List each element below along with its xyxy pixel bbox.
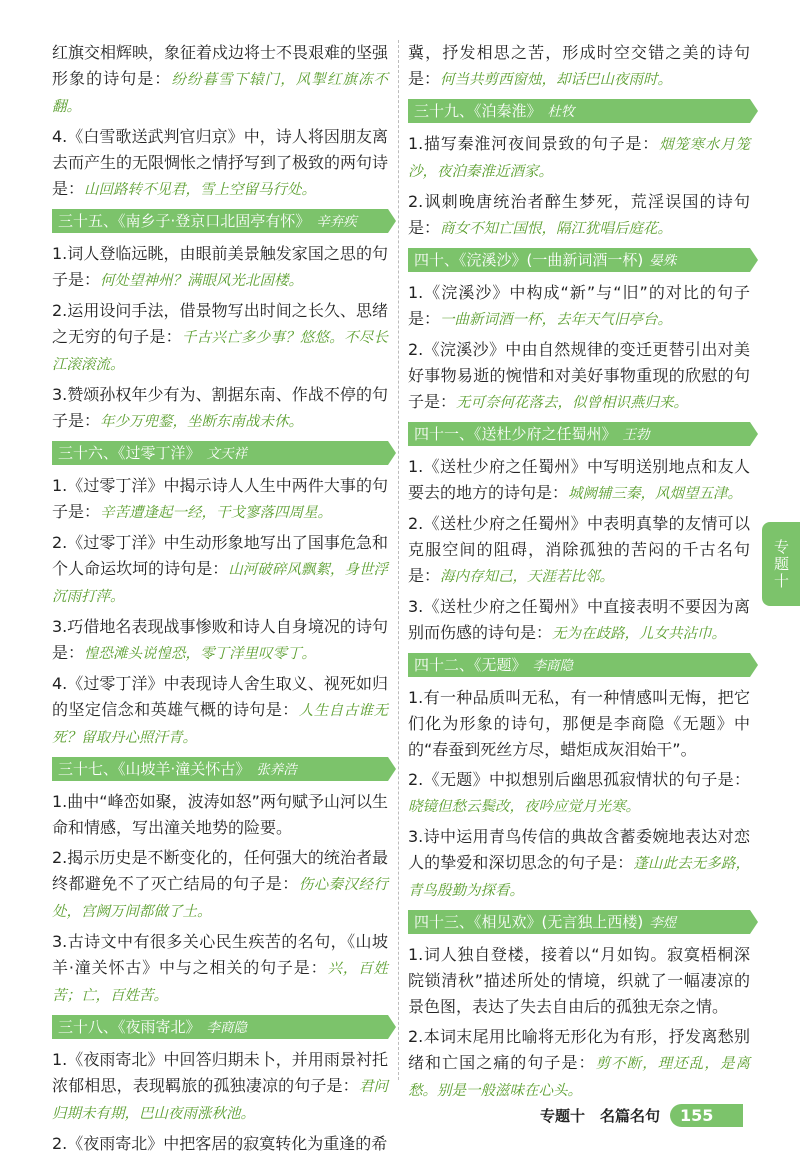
section-author: 李商隐 [206,1020,248,1036]
question-text: 2.《过零丁洋》中生动形象地写出了国事危急和个人命运坎坷的诗句是： [52,533,388,578]
question-text: 1.《夜雨寄北》中回答归期未卜，并用雨景衬托浓郁相思，表现羁旅的孤独凄凉的句子是： [52,1050,388,1095]
section-author: 杜牧 [547,104,575,120]
answer-text: 蓬山此去无多路，青鸟殷勤为探看。 [408,856,750,899]
section-author: 王勃 [622,427,650,443]
section-heading [408,248,750,272]
question-text: 3.古诗文中有很多关心民生疾苦的名句，《山坡羊·潼关怀古》中与之相关的句子是： [52,932,388,977]
question-item [408,767,750,820]
section-heading [52,441,388,465]
column-divider [398,40,399,1080]
question-text: 红旗交相辉映，象征着戍边将士不畏艰难的坚强形象的诗句是： [52,43,389,88]
question-item [52,929,388,1009]
question-item [52,789,388,841]
question-text: 2.运用设问手法，借景物写出时间之长久、思绪之无穷的句子是： [52,301,388,346]
question-text: 2.《夜雨寄北》中把客居的寂寞转化为重逢的希 [52,1134,388,1153]
question-text: 1.词人独自登楼，接着以“月如钩。寂寞梧桐深院锁清秋”描述所处的情境，织就了一幅凄凉的景色图，表达了失去自由后的孤独无奈之情。 [408,945,750,1016]
page-number: 155 [670,1104,743,1127]
answer-text: 人生自古谁无死？留取丹心照汗青。 [52,703,388,746]
answer-text: 商女不知亡国恨，隔江犹唱后庭花。 [440,221,673,237]
question-item [52,1047,388,1127]
question-text: 2.本词末尾用比喻将无形化为有形，抒发离愁别绪和亡国之痛的句子是： [408,1027,750,1072]
question-text: 1.《浣溪沙》中构成“新”与“旧”的对比的句子是： [408,283,750,328]
question-item [408,454,750,507]
question-item [52,473,388,526]
question-item [52,241,388,294]
question-item [52,530,388,610]
question-item [408,337,750,416]
section-heading [408,99,750,123]
section-heading [408,422,750,446]
question-text: 4.《过零丁洋》中表现诗人舍生取义、视死如归的坚定信念和英雄气概的诗句是： [52,674,388,719]
section-heading [408,653,750,677]
answer-text: 君问归期未有期，巴山夜雨涨秋池。 [52,1079,388,1122]
question-item [408,942,750,1020]
question-item [408,594,750,647]
answer-text: 一曲新词酒一杯，去年天气旧亭台。 [440,312,673,328]
question-item [52,614,388,667]
answer-text: 海内存知己，天涯若比邻。 [440,569,615,585]
answer-text: 纷纷暮雪下辕门，风掣红旗冻不翻。 [52,72,388,115]
answer-text: 无可奈何花落去，似曾相识燕归来。 [456,395,689,411]
answer-text: 年少万兜鍪，坐断东南战未休。 [100,414,304,430]
section-title: 四十三、《相见欢》(无言独上西楼) [414,913,644,931]
section-author: 辛弃疾 [316,214,357,230]
section-title: 三十六、《过零丁洋》 [58,444,201,462]
question-text: 3.诗中运用青鸟传信的典故含蓄委婉地表达对恋人的挚爱和深切思念的句子是： [408,827,750,872]
answer-text: 城阙辅三秦，风烟望五津。 [568,486,743,502]
question-item [408,131,750,185]
question-item [52,1131,388,1157]
footer-label: 专题十 名篇名句 [540,1106,661,1125]
question-item [52,382,388,435]
question-text: 2.《送杜少府之任蜀州》中表明真挚的友情可以克服空间的阻碍，消除孤独的苦闷的千古名句是： [408,514,750,585]
section-author: 晏殊 [649,253,677,269]
question-text: 3.《送杜少府之任蜀州》中直接表明不要因为离别而伤感的诗句是： [408,597,750,642]
section-title: 三十七、《山坡羊·潼关怀古》 [58,760,251,778]
answer-text: 伤心秦汉经行处，宫阙万间都做了土。 [52,877,388,920]
question-text: 3.赞颂孙权年少有为、割据东南、作战不停的句子是： [52,385,388,430]
answer-text: 山回路转不见君，雪上空留马行处。 [84,182,317,198]
left-column [52,40,388,1161]
answer-text: 烟笼寒水月笼沙，夜泊秦淮近酒家。 [408,137,750,180]
section-author: 张养浩 [256,762,297,778]
question-text: 3.巧借地名表现战事惨败和诗人自身境况的诗句是： [52,617,388,662]
section-author: 文天祥 [206,446,248,462]
section-heading [52,209,388,233]
section-author: 李商隐 [532,658,574,674]
question-item [408,1024,750,1104]
section-heading [52,757,388,781]
answer-text: 山河破碎风飘絮，身世浮沉雨打萍。 [52,562,388,605]
section-heading [408,910,750,934]
question-item [52,40,388,120]
question-text: 1.描写秦淮河夜间景致的句子是： [408,134,660,153]
section-title: 四十、《浣溪沙》(一曲新词酒一杯) [414,251,644,269]
page-footer [540,1100,743,1130]
answer-text: 兴，百姓苦；亡，百姓苦。 [52,961,389,1004]
question-text: 4.《白雪歌送武判官归京》中，诗人将因朋友离去而产生的无限惆怅之情抒写到了极致的两句诗是： [52,127,389,198]
answer-text: 剪不断，理还乱，是离愁。别是一般滋味在心头。 [408,1056,750,1099]
question-item [52,298,388,378]
question-text: 1.有一种品质叫无私，有一种情感叫无悔，把它们化为形象的诗句，那便是李商隐《无题》中的“春蚕到死丝方尽，蜡炬成灰泪始干”。 [408,688,750,759]
question-item [408,824,750,904]
question-text: 2.《浣溪沙》中由自然规律的变迁更替引出对美好事物易逝的惋惜和对美好事物重现的欣慰的句子是： [408,340,750,411]
section-author: 李煜 [649,915,677,931]
section-title: 四十二、《无题》 [414,656,527,674]
question-item [408,189,750,242]
section-title: 四十一、《送杜少府之任蜀州》 [414,425,617,443]
question-text: 1.曲中“峰峦如聚，波涛如怒”两句赋予山河以生命和情感，写出潼关地势的险要。 [52,792,388,837]
question-item [52,845,388,925]
answer-text: 千古兴亡多少事？悠悠。不尽长江滚滚流。 [52,330,388,373]
section-title: 三十八、《夜雨寄北》 [58,1018,201,1036]
answer-text: 何当共剪西窗烛，却话巴山夜雨时。 [440,72,673,88]
question-text: 1.《过零丁洋》中揭示诗人人生中两件大事的句子是： [52,476,388,521]
question-text: 2.《无题》中拟想别后幽思孤寂情状的句子是： [408,770,750,789]
question-text: 1.词人登临远眺，由眼前美景触发家国之思的句子是： [52,244,388,289]
chapter-side-tab: 专题十 [762,522,800,606]
section-title: 三十五、《南乡子·登京口北固亭有怀》 [58,212,311,230]
question-item [408,280,750,333]
question-text: 2.讽刺晚唐统治者醉生梦死，荒淫误国的诗句是： [408,192,750,237]
answer-text: 何处望神州？满眼风光北固楼。 [100,273,304,289]
question-item [52,124,388,203]
answer-text: 惶恐滩头说惶恐，零丁洋里叹零丁。 [84,646,317,662]
answer-text: 晓镜但愁云鬓改，夜吟应觉月光寒。 [408,799,640,815]
right-column [408,40,750,1108]
question-item [408,685,750,763]
question-item [408,511,750,590]
answer-text: 无为在歧路，儿女共沾巾。 [552,626,727,642]
question-text: 2.揭示历史是不断变化的，任何强大的统治者最终都避免不了灭亡结局的句子是： [52,848,388,893]
section-title: 三十九、《泊秦淮》 [414,102,542,120]
section-heading [52,1015,388,1039]
question-item [408,40,750,93]
answer-text: 辛苦遭逢起一经，干戈寥落四周星。 [100,505,333,521]
question-text: 冀，抒发相思之苦，形成时空交错之美的诗句是： [408,43,750,88]
question-item [52,671,388,751]
question-text: 1.《送杜少府之任蜀州》中写明送别地点和友人要去的地方的诗句是： [408,457,750,502]
